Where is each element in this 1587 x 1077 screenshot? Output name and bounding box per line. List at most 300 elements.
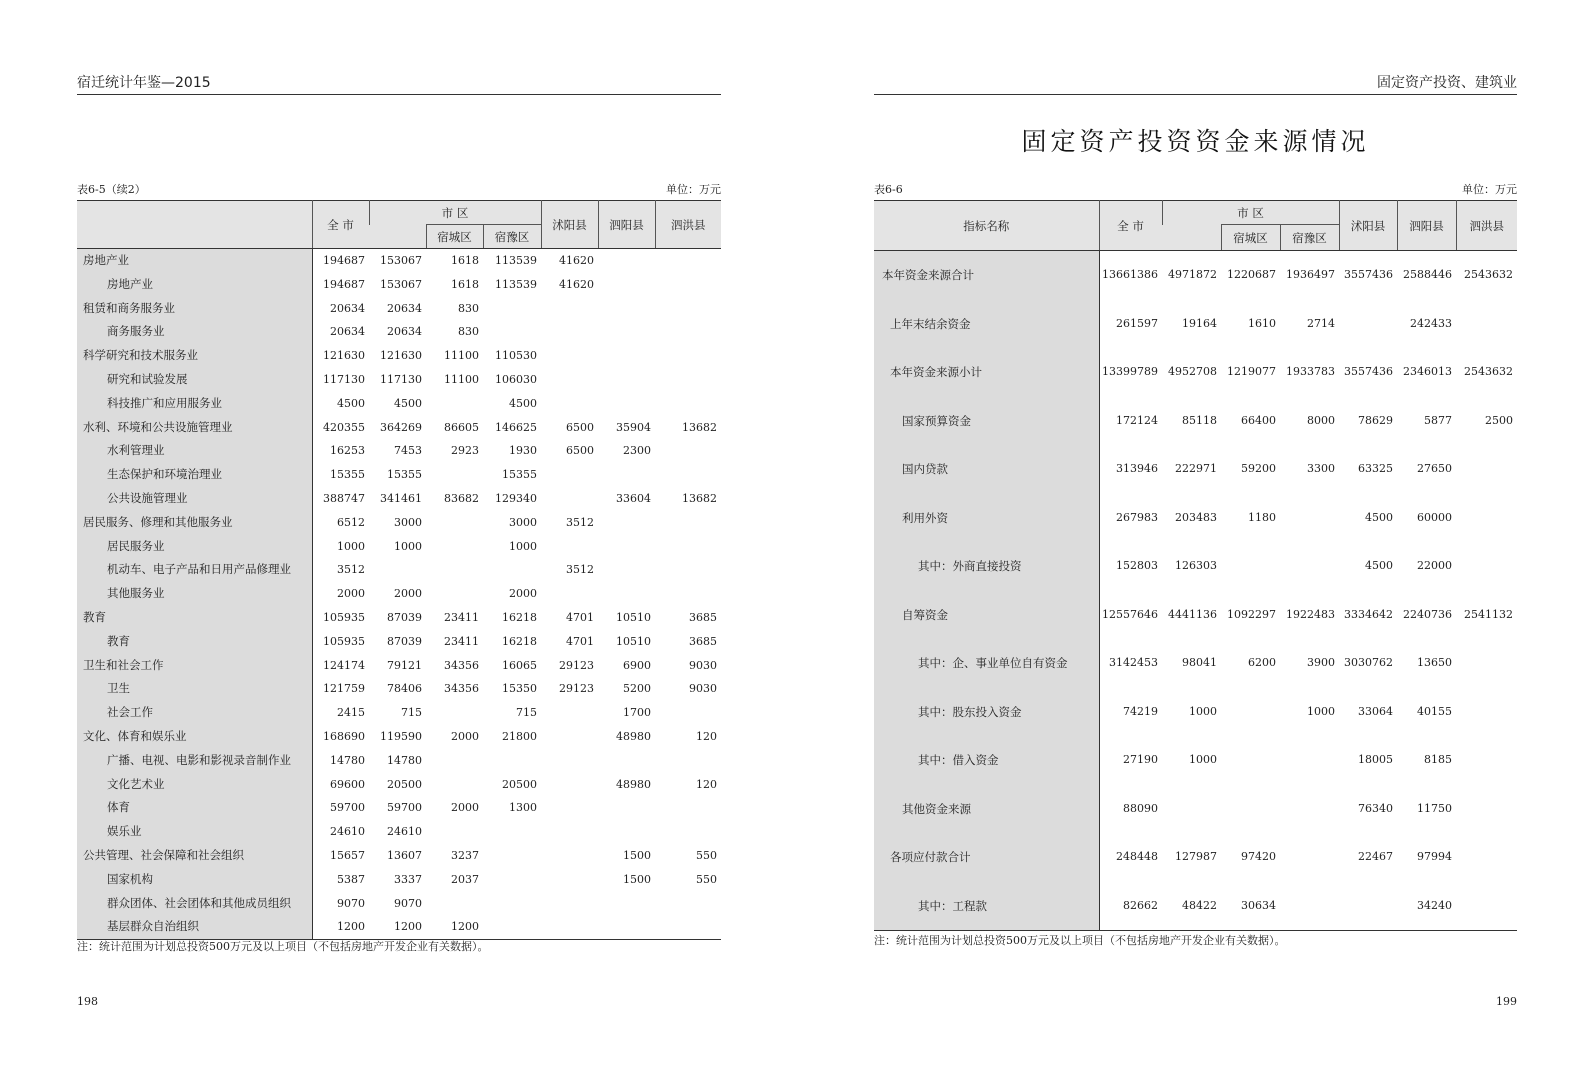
cell-value: 13661386 — [1102, 268, 1158, 281]
cell-value: 106030 — [495, 372, 537, 386]
row-label: 文化艺术业 — [77, 773, 312, 797]
cell-value: 11100 — [444, 372, 479, 386]
cell-value: 59700 — [330, 801, 365, 815]
cell-value: 97420 — [1241, 850, 1276, 863]
cell-value: 63325 — [1358, 462, 1393, 475]
header-quanshi: 全 市 — [1099, 201, 1162, 251]
cell-value: 3300 — [1307, 462, 1335, 475]
cell-value: 15657 — [330, 848, 365, 862]
cell-value — [1456, 639, 1517, 688]
cell-value — [655, 297, 721, 321]
row-label: 上年末结余资金 — [874, 300, 1099, 349]
cell-value — [1221, 542, 1280, 591]
table-row — [874, 639, 1517, 688]
table-row — [77, 701, 721, 725]
table-row — [77, 297, 721, 321]
cell-value — [1456, 300, 1517, 349]
header-shiqu: 市 区 — [369, 201, 541, 225]
header-shuyang: 沭阳县 — [541, 201, 598, 249]
cell-value: 117130 — [380, 372, 422, 386]
cell-value — [598, 892, 655, 916]
cell-value: 248448 — [1116, 850, 1158, 863]
cell-value — [655, 249, 721, 273]
cell-value: 2037 — [451, 872, 479, 886]
cell-value: 8185 — [1424, 753, 1452, 766]
cell-value: 60000 — [1417, 510, 1452, 524]
header-shiqu-spacer — [369, 225, 426, 249]
unit-label: 单位：万元 — [666, 183, 721, 196]
header-sihong: 泗洪县 — [655, 201, 721, 249]
table-row — [77, 368, 721, 392]
cell-value — [541, 701, 598, 725]
table-row — [77, 654, 721, 678]
cell-value: 3512 — [566, 515, 594, 529]
cell-value: 3557436 — [1344, 268, 1393, 281]
cell-value: 87039 — [387, 634, 422, 648]
cell-value: 82662 — [1123, 898, 1158, 912]
cell-value — [483, 558, 541, 582]
cell-value: 59200 — [1241, 462, 1276, 475]
cell-value — [655, 273, 721, 297]
page-title: 固定资产投资资金来源情况 — [1021, 127, 1370, 156]
cell-value — [1280, 833, 1339, 882]
row-label: 研究和试验发展 — [77, 368, 312, 392]
footnote: 注：统计范围为计划总投资500万元及以上项目（不包括房地产开发企业有关数据）。 — [77, 940, 489, 953]
cell-value: 23411 — [444, 610, 479, 624]
cell-value: 830 — [458, 325, 479, 339]
cell-value — [655, 368, 721, 392]
row-label: 卫生 — [77, 677, 312, 701]
table-row — [874, 251, 1517, 300]
cell-value — [598, 249, 655, 273]
cell-value: 24610 — [387, 825, 422, 839]
table-row — [874, 736, 1517, 785]
cell-value: 13399789 — [1102, 365, 1158, 378]
cell-value: 267983 — [1116, 510, 1158, 524]
cell-value — [1221, 785, 1280, 834]
row-label: 体育 — [77, 796, 312, 820]
cell-value — [426, 463, 483, 487]
cell-value — [598, 558, 655, 582]
cell-value: 1930 — [509, 444, 537, 458]
cell-value: 715 — [401, 706, 422, 720]
cell-value — [541, 368, 598, 392]
cell-value — [655, 749, 721, 773]
cell-value — [369, 558, 426, 582]
cell-value: 119590 — [380, 729, 422, 743]
cell-value: 4971872 — [1168, 268, 1217, 281]
table-row — [77, 582, 721, 606]
cell-value — [598, 582, 655, 606]
row-label: 娱乐业 — [77, 820, 312, 844]
cell-value: 10510 — [616, 634, 651, 648]
cell-value: 113539 — [495, 277, 537, 291]
cell-value: 153067 — [380, 254, 422, 267]
row-label: 水利管理业 — [77, 439, 312, 463]
cell-value — [483, 320, 541, 344]
cell-value: 420355 — [323, 420, 365, 434]
cell-value: 1000 — [1189, 753, 1217, 766]
cell-value: 4500 — [394, 396, 422, 410]
left-page — [0, 0, 793, 1077]
row-label: 本年资金来源合计 — [874, 251, 1099, 300]
cell-value: 9030 — [689, 658, 717, 672]
row-label: 水利、环境和公共设施管理业 — [77, 416, 312, 440]
row-label: 其中：工程款 — [874, 882, 1099, 931]
cell-value: 9030 — [689, 682, 717, 696]
cell-value: 550 — [696, 848, 717, 862]
cell-value: 2240736 — [1403, 607, 1452, 621]
cell-value — [1456, 882, 1517, 931]
table-row — [77, 630, 721, 654]
table-row — [874, 882, 1517, 931]
cell-value — [655, 796, 721, 820]
cell-value: 3142453 — [1109, 656, 1158, 669]
row-label: 居民服务业 — [77, 535, 312, 559]
cell-value: 3900 — [1307, 656, 1335, 669]
page-number: 199 — [1496, 995, 1517, 1008]
cell-value: 2000 — [337, 587, 365, 601]
cell-value: 341461 — [380, 491, 422, 505]
cell-value: 74219 — [1123, 704, 1158, 718]
cell-value: 20634 — [330, 325, 365, 339]
cell-value: 16218 — [502, 610, 537, 624]
cell-value: 117130 — [323, 372, 365, 386]
cell-value: 1200 — [394, 920, 422, 934]
cell-value: 13607 — [387, 848, 422, 862]
cell-value: 15355 — [387, 468, 422, 482]
cell-value: 1180 — [1248, 510, 1276, 524]
cell-value: 7453 — [394, 444, 422, 458]
header-suchengqu: 宿城区 — [1221, 225, 1280, 251]
cell-value — [541, 392, 598, 416]
cell-value: 105935 — [323, 610, 365, 624]
cell-value — [541, 796, 598, 820]
row-label: 科技推广和应用服务业 — [77, 392, 312, 416]
cell-value: 85118 — [1182, 413, 1217, 427]
cell-value: 98041 — [1182, 656, 1217, 669]
row-label: 基层群众自治组织 — [77, 915, 312, 939]
cell-value: 13650 — [1417, 656, 1452, 669]
cell-value: 20500 — [502, 777, 537, 791]
cell-value: 41620 — [559, 277, 594, 291]
cell-value — [598, 368, 655, 392]
table-caption: 表6-6 — [874, 183, 903, 196]
cell-value: 313946 — [1116, 462, 1158, 475]
cell-value: 2346013 — [1403, 365, 1452, 378]
industry-investment-table — [77, 200, 721, 940]
row-label: 利用外资 — [874, 494, 1099, 543]
cell-value — [483, 297, 541, 321]
cell-value: 127987 — [1175, 850, 1217, 863]
cell-value: 121630 — [323, 349, 365, 363]
cell-value: 78406 — [387, 682, 422, 696]
cell-value: 168690 — [323, 729, 365, 743]
cell-value — [1339, 882, 1397, 931]
funding-sources-table — [874, 200, 1517, 931]
cell-value: 2000 — [394, 587, 422, 601]
cell-value — [598, 273, 655, 297]
cell-value: 5200 — [623, 682, 651, 696]
cell-value — [541, 297, 598, 321]
table-row — [77, 344, 721, 368]
cell-value — [1456, 833, 1517, 882]
cell-value: 126303 — [1175, 559, 1217, 572]
cell-value — [426, 749, 483, 773]
cell-value — [1456, 688, 1517, 737]
cell-value: 22467 — [1358, 850, 1393, 863]
cell-value: 2543632 — [1464, 268, 1513, 281]
cell-value — [598, 820, 655, 844]
cell-value: 5877 — [1424, 413, 1452, 427]
cell-value — [541, 868, 598, 892]
cell-value — [541, 820, 598, 844]
cell-value: 1618 — [451, 277, 479, 291]
cell-value — [426, 701, 483, 725]
cell-value — [655, 820, 721, 844]
cell-value: 9070 — [337, 896, 365, 910]
cell-value — [483, 844, 541, 868]
cell-value: 6200 — [1248, 656, 1276, 669]
cell-value: 6900 — [623, 658, 651, 672]
cell-value — [1280, 882, 1339, 931]
cell-value: 113539 — [495, 254, 537, 267]
cell-value: 6512 — [337, 515, 365, 529]
cell-value: 3512 — [566, 563, 594, 577]
cell-value: 27650 — [1417, 462, 1452, 475]
cell-value: 16065 — [502, 658, 537, 672]
cell-value: 34240 — [1417, 898, 1452, 912]
cell-value: 1200 — [451, 920, 479, 934]
row-label: 国家机构 — [77, 868, 312, 892]
table-row — [77, 606, 721, 630]
row-label: 公共设施管理业 — [77, 487, 312, 511]
cell-value: 1936497 — [1286, 268, 1335, 281]
cell-value: 1000 — [1307, 704, 1335, 718]
row-label: 机动车、电子产品和日用产品修理业 — [77, 558, 312, 582]
cell-value — [655, 344, 721, 368]
table-row — [874, 300, 1517, 349]
cell-value: 87039 — [387, 610, 422, 624]
cell-value — [598, 535, 655, 559]
cell-value — [426, 773, 483, 797]
cell-value: 78629 — [1358, 413, 1393, 427]
table-row — [77, 487, 721, 511]
cell-value — [1339, 300, 1397, 349]
cell-value: 110530 — [495, 349, 537, 363]
header-shuyang: 沭阳县 — [1339, 201, 1397, 251]
cell-value: 59700 — [387, 801, 422, 815]
cell-value: 23411 — [444, 634, 479, 648]
cell-value: 88090 — [1123, 801, 1158, 815]
cell-value: 79121 — [387, 658, 422, 672]
cell-value — [598, 344, 655, 368]
cell-value: 11750 — [1417, 801, 1452, 815]
cell-value — [483, 749, 541, 773]
cell-value — [426, 535, 483, 559]
cell-value: 69600 — [330, 777, 365, 791]
cell-value — [541, 915, 598, 939]
cell-value: 15355 — [330, 468, 365, 482]
cell-value — [1162, 785, 1221, 834]
cell-value: 3337 — [394, 872, 422, 886]
cell-value — [655, 582, 721, 606]
row-label: 本年资金来源小计 — [874, 348, 1099, 397]
cell-value — [541, 725, 598, 749]
cell-value — [541, 892, 598, 916]
cell-value: 20634 — [330, 301, 365, 315]
cell-value: 1700 — [623, 706, 651, 720]
row-label: 群众团体、社会团体和其他成员组织 — [77, 892, 312, 916]
row-label: 各项应付款合计 — [874, 833, 1099, 882]
cell-value: 172124 — [1116, 413, 1158, 427]
cell-value — [598, 915, 655, 939]
cell-value: 124174 — [323, 658, 365, 672]
cell-value: 4952708 — [1168, 365, 1217, 378]
row-label: 其中：企、事业单位自有资金 — [874, 639, 1099, 688]
table-row — [77, 273, 721, 297]
cell-value: 1618 — [451, 254, 479, 267]
cell-value: 1500 — [623, 872, 651, 886]
cell-value: 2415 — [337, 706, 365, 720]
cell-value — [598, 796, 655, 820]
row-label: 其中：借入资金 — [874, 736, 1099, 785]
cell-value — [541, 582, 598, 606]
row-label: 教育 — [77, 630, 312, 654]
table-row — [77, 773, 721, 797]
cell-value: 2588446 — [1403, 268, 1452, 281]
header-sihong: 泗洪县 — [1456, 201, 1517, 251]
cell-value: 9070 — [394, 896, 422, 910]
cell-value — [426, 820, 483, 844]
cell-value: 20500 — [387, 777, 422, 791]
table-row — [77, 868, 721, 892]
cell-value: 1000 — [1189, 704, 1217, 718]
cell-value: 15355 — [502, 468, 537, 482]
cell-value — [541, 749, 598, 773]
cell-value: 153067 — [380, 277, 422, 291]
cell-value — [655, 892, 721, 916]
cell-value: 203483 — [1175, 510, 1217, 524]
cell-value: 1092297 — [1227, 607, 1276, 621]
cell-value — [1456, 785, 1517, 834]
row-label: 其中：外商直接投资 — [874, 542, 1099, 591]
running-head: 固定资产投资、建筑业 — [874, 74, 1517, 95]
cell-value — [483, 892, 541, 916]
cell-value: 121759 — [323, 682, 365, 696]
cell-value: 194687 — [323, 277, 365, 291]
cell-value: 194687 — [323, 254, 365, 267]
cell-value: 34356 — [444, 682, 479, 696]
cell-value: 27190 — [1123, 753, 1158, 766]
cell-value: 16218 — [502, 634, 537, 648]
cell-value: 18005 — [1358, 753, 1393, 766]
cell-value: 3030762 — [1344, 656, 1393, 669]
cell-value: 29123 — [559, 658, 594, 672]
cell-value: 3685 — [689, 634, 717, 648]
cell-value: 41620 — [559, 254, 594, 267]
table-row — [77, 320, 721, 344]
cell-value: 3000 — [509, 515, 537, 529]
cell-value: 34356 — [444, 658, 479, 672]
row-label: 社会工作 — [77, 701, 312, 725]
row-label: 广播、电视、电影和影视录音制作业 — [77, 749, 312, 773]
cell-value: 120 — [696, 729, 717, 743]
cell-value — [655, 392, 721, 416]
table-row — [77, 463, 721, 487]
header-blank — [77, 201, 312, 249]
cell-value — [1280, 542, 1339, 591]
cell-value: 1933783 — [1286, 365, 1335, 378]
cell-value — [541, 487, 598, 511]
header-suchengqu: 宿城区 — [426, 225, 483, 249]
cell-value — [1456, 736, 1517, 785]
cell-value: 5387 — [337, 872, 365, 886]
row-label: 卫生和社会工作 — [77, 654, 312, 678]
cell-value: 2543632 — [1464, 365, 1513, 378]
cell-value — [598, 297, 655, 321]
cell-value — [541, 320, 598, 344]
cell-value: 2000 — [451, 729, 479, 743]
table-row — [77, 677, 721, 701]
table-row — [77, 416, 721, 440]
row-label: 国内贷款 — [874, 445, 1099, 494]
cell-value: 3000 — [394, 515, 422, 529]
cell-value — [541, 535, 598, 559]
cell-value: 10510 — [616, 610, 651, 624]
header-suyuqu: 宿豫区 — [1280, 225, 1339, 251]
cell-value: 6500 — [566, 420, 594, 434]
table-row — [77, 892, 721, 916]
cell-value: 14780 — [387, 753, 422, 767]
cell-value: 715 — [516, 706, 537, 720]
row-label: 房地产业 — [77, 273, 312, 297]
cell-value: 3334642 — [1344, 607, 1393, 621]
cell-value: 1000 — [337, 539, 365, 553]
row-label: 租赁和商务服务业 — [77, 297, 312, 321]
cell-value: 222971 — [1175, 462, 1217, 475]
table-row — [874, 445, 1517, 494]
cell-value — [655, 915, 721, 939]
cell-value — [1221, 736, 1280, 785]
cell-value: 20634 — [387, 301, 422, 315]
cell-value: 4500 — [1365, 559, 1393, 572]
cell-value: 13682 — [682, 491, 717, 505]
table-row — [77, 558, 721, 582]
cell-value: 86605 — [444, 420, 479, 434]
cell-value: 120 — [696, 777, 717, 791]
table-row — [874, 348, 1517, 397]
cell-value: 8000 — [1307, 413, 1335, 427]
cell-value — [655, 439, 721, 463]
cell-value: 83682 — [444, 491, 479, 505]
cell-value — [426, 582, 483, 606]
table-row — [77, 915, 721, 939]
row-label: 文化、体育和娱乐业 — [77, 725, 312, 749]
cell-value: 13682 — [682, 420, 717, 434]
cell-value: 19164 — [1182, 316, 1217, 330]
cell-value: 33604 — [616, 491, 651, 505]
cell-value — [426, 511, 483, 535]
cell-value: 129340 — [495, 491, 537, 505]
cell-value: 4500 — [337, 396, 365, 410]
row-label: 教育 — [77, 606, 312, 630]
cell-value: 6500 — [566, 444, 594, 458]
cell-value: 4701 — [566, 610, 594, 624]
header-siyang: 泗阳县 — [1397, 201, 1456, 251]
table-row — [77, 511, 721, 535]
header-indicator: 指标名称 — [874, 201, 1099, 251]
